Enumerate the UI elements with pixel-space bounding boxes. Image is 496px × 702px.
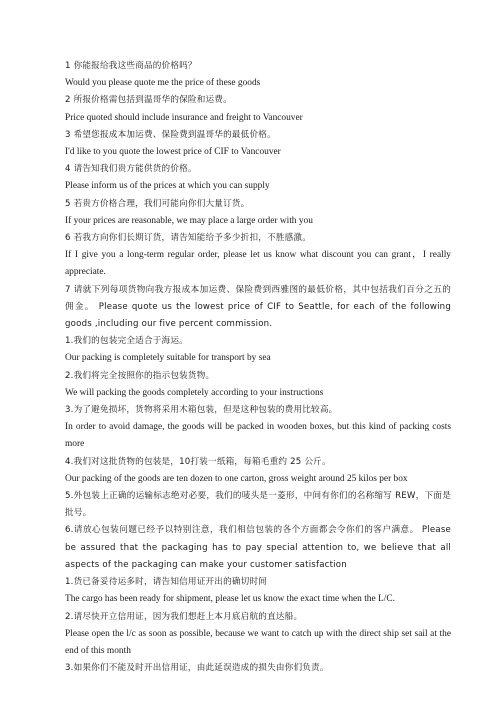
line-zh-lc-2: 2.请尽快开立信用证，因为我们想赶上本月底启航的直达船。 — [65, 611, 303, 622]
line-zh-5: 5 若贵方价格合理，我们可能向你们大量订货。 — [65, 198, 250, 209]
line-zh-3: 3 希望您报成本加运费、保险费到温哥华的最低价格。 — [65, 129, 276, 140]
line-en-1: Would you please quote me the price of these goods — [65, 78, 261, 89]
line-mixed-packing-6: 6.请放心包装问题已经予以特别注意，我们相信包装的各个方面都会令你们的客户满意。 Please be assured that the packaging has to pay special attention to, we believe that all aspects of the packaging can make your customer satisfaction — [65, 525, 451, 570]
line-en-packing-1: Our packing is completely suitable for transport by sea — [65, 353, 271, 364]
line-zh-lc-3: 3.如果你们不能及时开出信用证，由此延误造成的损失由你们负责。 — [65, 663, 329, 674]
line-zh-packing-5: 5.外包装上正确的运输标志绝对必要，我们的唛头是一菱形，中间有你们的名称缩写 REW，下面是批号。 — [65, 491, 451, 519]
line-zh-packing-3: 3.为了避免损坏，货物将采用木箱包装，但是这种包装的费用比较高。 — [65, 405, 338, 416]
line-en-lc-1: The cargo has been ready for shipment, please let us know the exact time when the L/C. — [65, 594, 395, 605]
line-en-6: If I give you a long-term regular order, please let us know what discount you can grant，I really appreciate. — [65, 250, 451, 278]
line-zh-1: 1 你能报给我这些商品的价格吗？ — [65, 61, 197, 71]
line-en-4: Please inform us of the prices at which you can supply — [65, 181, 270, 192]
line-zh-packing-1: 1.我们的包装完全适合于海运。 — [65, 336, 188, 347]
document-body — [65, 58, 451, 677]
line-en-packing-4: Our packing of the goods are ten dozen to one carton, gross weight around 25 kilos per box — [65, 473, 408, 484]
line-zh-packing-2: 2.我们将完全按照你的指示包装货物。 — [65, 370, 215, 381]
line-mixed-7: 7 请就下列每项货物向我方报成本加运费、保险费到西雅图的最低价格，其中包括我们百分之五的佣金。 Please quote us the lowest price of CIF to Seattle, for each of the following goods ,including our five percent commission. — [65, 284, 451, 330]
line-en-5: If your prices are reasonable, we may place a large order with you — [65, 215, 313, 226]
line-zh-4: 4 请告知我们贵方能供货的价格。 — [65, 164, 197, 175]
line-en-2: Price quoted should include insurance and freight to Vancouver — [65, 112, 303, 123]
line-en-packing-2: We will packing the goods completely according to your instructions — [65, 387, 324, 398]
line-zh-6: 6 若我方向你们长期订货，请告知能给予多少折扣，不胜感激。 — [65, 233, 312, 244]
line-en-3: I'd like to you quote the lowest price of CIF to Vancouver — [65, 147, 281, 158]
line-en-packing-3: In order to avoid damage, the goods will be packed in wooden boxes, but this kind of packing costs more — [65, 422, 451, 450]
line-zh-lc-1: 1.货已备妥待运多时，请告知信用证开出的确切时间 — [65, 577, 268, 588]
line-en-lc-2: Please open the l/c as soon as possible, because we want to catch up with the direct ship set sail at the end of this month — [65, 628, 451, 656]
line-zh-packing-4: 4.我们对这批货物的包装是，10打装一纸箱，每箱毛重约 25 公斤。 — [65, 456, 331, 467]
line-zh-2: 2 所报价格需包括到温哥华的保险和运费。 — [65, 95, 232, 106]
